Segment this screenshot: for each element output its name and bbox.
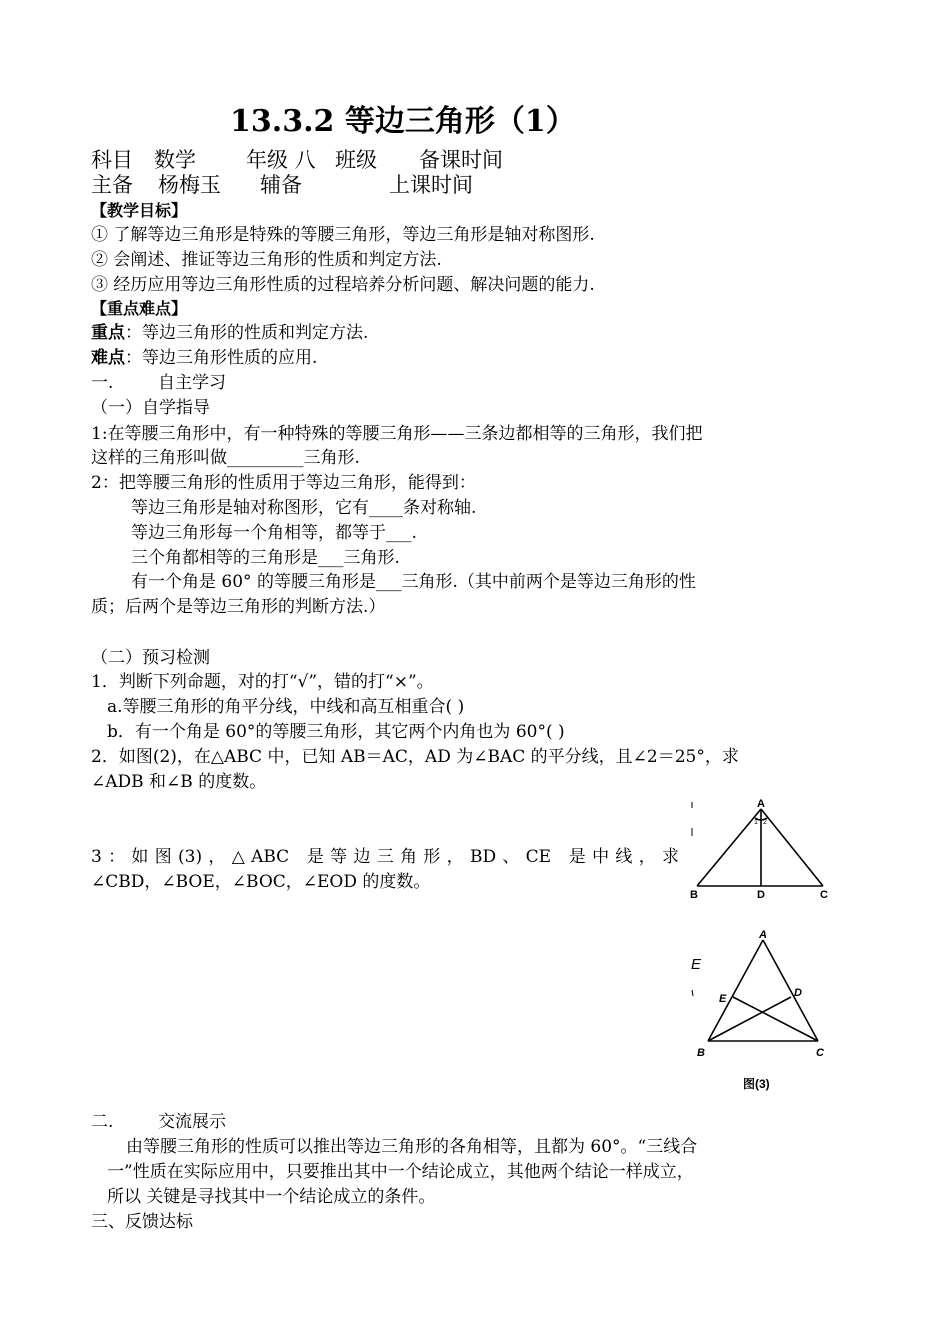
test-2-line1: 2．如图(2)，在△ABC 中，已知 AB＝AC，AD 为∠BAC 的平分线，且∠2＝25°，求 bbox=[91, 747, 739, 767]
test-1b: b．有一个角是 60°的等腰三角形，其它两个内角也为 60°( ) bbox=[107, 722, 565, 742]
fig3-label-d: D bbox=[794, 987, 802, 999]
fig3-caption: 图(3) bbox=[743, 1077, 770, 1091]
key-point-line bbox=[91, 322, 368, 344]
fig2-label-d: D bbox=[757, 889, 765, 901]
figure-2 bbox=[688, 794, 838, 924]
section2-number: 二. bbox=[91, 1112, 114, 1132]
class-time-label: 上课时间 bbox=[389, 173, 473, 197]
question-2-item: 有一个角是 60° 的等腰三角形是___三角形.（其中前两个是等边三角形的性 bbox=[131, 572, 696, 592]
question-2-tail: 质；后两个是等边三角形的判断方法.） bbox=[91, 597, 386, 617]
meta-row-2 bbox=[91, 172, 691, 198]
test-1: 1．判断下列命题，对的打“√”，错的打“×”。 bbox=[91, 672, 434, 692]
figure-3 bbox=[688, 926, 838, 1096]
page-title: 13.3.2 等边三角形（1） bbox=[230, 104, 576, 139]
fig2-label-angle2: 2 bbox=[763, 819, 767, 826]
fig2-label-c: C bbox=[820, 889, 828, 901]
section3-title: 三、反馈达标 bbox=[91, 1212, 193, 1232]
difficult-label: 难点 bbox=[91, 348, 125, 368]
subject-value: 数学 bbox=[154, 148, 196, 172]
section2-title: 交流展示 bbox=[158, 1112, 226, 1132]
keypoints-heading: 【重点难点】 bbox=[91, 299, 188, 318]
section2-para-line2: 一”性质在实际应用中，只要推出其中一个结论成立，其他两个结论一样成立， bbox=[107, 1162, 694, 1182]
question-2-item: 等边三角形是轴对称图形，它有____条对称轴. bbox=[131, 498, 477, 518]
section1-title: 自主学习 bbox=[158, 373, 226, 393]
question-1-line1: 1:在等腰三角形中，有一种特殊的等腰三角形——三条边都相等的三角形，我们把 bbox=[91, 424, 703, 444]
test-3-line2: ∠CBD，∠BOE，∠BOC，∠EOD 的度数。 bbox=[91, 872, 431, 892]
objective-item: ② 会阐述、推证等边三角形的性质和判定方法. bbox=[91, 250, 442, 270]
question-2-item: 等边三角形每一个角相等，都等于___. bbox=[131, 523, 417, 543]
objectives-heading: 【教学目标】 bbox=[91, 201, 188, 220]
fig3-label-e: E bbox=[719, 993, 727, 1005]
test-1a: a.等腰三角形的角平分线，中线和高互相重合( ) bbox=[107, 697, 465, 717]
question-2-lead: 2：把等腰三角形的性质用于等边三角形，能得到： bbox=[91, 473, 476, 493]
test-2-line2: ∠ADB 和∠B 的度数。 bbox=[91, 772, 267, 792]
fig3-label-c: C bbox=[816, 1047, 824, 1059]
test-3-line1: 3：如图(3)，△ABC 是等边三角形，BD、CE 是中线，求 bbox=[91, 847, 679, 867]
difficult-point-line bbox=[91, 347, 317, 369]
subject-label: 科目 bbox=[91, 148, 133, 172]
prep-time-label: 备课时间 bbox=[419, 148, 503, 172]
objective-item: ① 了解等边三角形是特殊的等腰三角形，等边三角形是轴对称图形. bbox=[91, 225, 595, 245]
section2-para-line3: 所以 关键是寻找其中一个结论成立的条件。 bbox=[107, 1187, 436, 1207]
main-prep-label: 主备 bbox=[91, 173, 133, 197]
key-text: ：等边三角形的性质和判定方法. bbox=[125, 323, 369, 343]
question-2-item: 三个角都相等的三角形是___三角形. bbox=[131, 548, 400, 568]
fig2-label-b: B bbox=[690, 889, 698, 901]
main-prep-value: 杨梅玉 bbox=[158, 173, 221, 197]
fig3-label-b: B bbox=[697, 1047, 705, 1059]
figure-2-lines bbox=[697, 809, 823, 886]
difficult-text: ：等边三角形性质的应用. bbox=[125, 348, 318, 368]
fig2-label-a: A bbox=[757, 798, 765, 810]
section1-sub2: （二）预习检测 bbox=[91, 648, 210, 668]
fig2-label-angle1: 1 bbox=[754, 819, 758, 826]
class-label: 班级 bbox=[335, 148, 377, 172]
meta-row-1 bbox=[91, 147, 691, 173]
fig3-label-a: A bbox=[759, 929, 767, 941]
fig3-side-mark: E bbox=[691, 956, 702, 973]
objective-item: ③ 经历应用等边三角形性质的过程培养分析问题、解决问题的能力. bbox=[91, 275, 595, 295]
assist-label: 辅备 bbox=[260, 173, 302, 197]
section1-number: 一. bbox=[91, 373, 114, 393]
question-1-line2: 这样的三角形叫做_________三角形. bbox=[91, 448, 360, 468]
section1-sub1: （一）自学指导 bbox=[91, 398, 210, 418]
grade-label: 年级 八 bbox=[246, 148, 316, 172]
key-label: 重点 bbox=[91, 323, 125, 343]
section2-para-line1: 由等腰三角形的性质可以推出等边三角形的各角相等，且都为 60°。“三线合 bbox=[126, 1137, 698, 1157]
